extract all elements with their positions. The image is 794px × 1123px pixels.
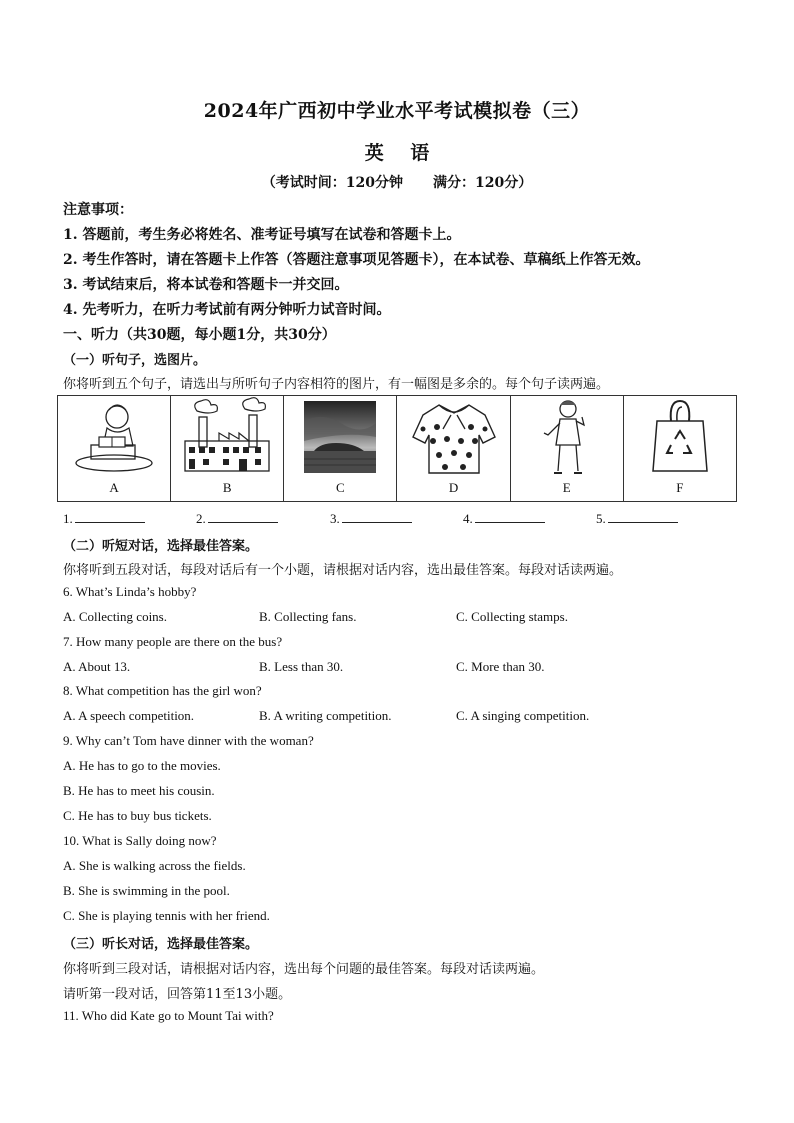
note-item-4: 4. 先考听力，在听力考试前有两分钟听力试音时间。 bbox=[63, 302, 391, 318]
blank-number: 4. bbox=[463, 511, 473, 526]
q6-option-a[interactable]: A. Collecting coins. bbox=[63, 609, 167, 624]
question-6: 6. What’s Linda’s hobby? bbox=[63, 584, 197, 599]
section1-heading: 一、听力（共30题，每小题1分，共30分） bbox=[63, 327, 336, 343]
q8-option-a[interactable]: A. A speech competition. bbox=[63, 708, 195, 723]
picture-label: E bbox=[562, 480, 571, 495]
picture-cell-e bbox=[510, 396, 623, 502]
picture-cell-d bbox=[397, 396, 510, 502]
blank-number: 2. bbox=[196, 511, 206, 526]
question-7: 7. How many people are there on the bus? bbox=[63, 634, 283, 649]
q7-option-c[interactable]: C. More than 30. bbox=[456, 659, 545, 674]
picture-cell-c bbox=[284, 396, 397, 502]
question-8: 8. What competition has the girl won? bbox=[63, 683, 262, 698]
picture-cell-b bbox=[171, 396, 284, 502]
question-11: 11. Who did Kate go to Mount Tai with? bbox=[63, 1008, 274, 1023]
answer-blank-5[interactable] bbox=[596, 510, 678, 527]
question-10: 10. What is Sally doing now? bbox=[63, 833, 217, 848]
picture-label: D bbox=[448, 480, 459, 495]
picture-table bbox=[57, 395, 737, 502]
child-reading-icon bbox=[58, 396, 170, 478]
part2-heading: （二）听短对话，选择最佳答案。 bbox=[63, 539, 259, 554]
q7-option-b[interactable]: B. Less than 30. bbox=[259, 659, 344, 674]
blank-number: 5. bbox=[596, 511, 606, 526]
q8-option-c[interactable]: C. A singing competition. bbox=[456, 708, 590, 723]
picture-cell-f bbox=[623, 396, 736, 502]
answer-blank-4[interactable] bbox=[463, 510, 545, 527]
q8-option-b[interactable]: B. A writing competition. bbox=[259, 708, 392, 723]
part1-heading: （一）听句子，选图片。 bbox=[63, 353, 207, 368]
q6-option-b[interactable]: B. Collecting fans. bbox=[259, 609, 357, 624]
answer-blank-2[interactable] bbox=[196, 510, 278, 527]
part3-instructions: 你将听到三段对话，请根据对话内容，选出每个问题的最佳答案。每段对话读两遍。 bbox=[63, 962, 545, 977]
exam-time: （考试时间：120分钟 bbox=[261, 175, 403, 191]
part3-sub-instructions: 请听第一段对话，回答第11至13小题。 bbox=[63, 987, 292, 1002]
subject-title: 英 语 bbox=[364, 142, 430, 164]
q10-option-a[interactable]: A. She is walking across the fields. bbox=[63, 858, 246, 873]
exam-score: 满分：120分） bbox=[433, 175, 533, 191]
recycle-bag-icon bbox=[624, 396, 736, 478]
q10-option-b[interactable]: B. She is swimming in the pool. bbox=[63, 883, 230, 898]
notes-heading: 注意事项： bbox=[63, 202, 133, 218]
picture-label: C bbox=[336, 480, 345, 495]
note-item-2: 2. 考生作答时，请在答题卡上作答（答题注意事项见答题卡），在本试卷、草稿纸上作答无效。 bbox=[63, 252, 650, 268]
picture-label: F bbox=[676, 480, 684, 495]
blank-number: 1. bbox=[63, 511, 73, 526]
note-item-3: 3. 考试结束后，将本试卷和答题卡一并交回。 bbox=[63, 277, 349, 293]
answer-blank-3[interactable] bbox=[330, 510, 412, 527]
q9-option-c[interactable]: C. He has to buy bus tickets. bbox=[63, 808, 212, 823]
picture-label: A bbox=[109, 480, 119, 495]
note-item-1: 1. 答题前，考生务必将姓名、准考证号填写在试卷和答题卡上。 bbox=[63, 227, 461, 243]
q6-option-c[interactable]: C. Collecting stamps. bbox=[456, 609, 568, 624]
q9-option-a[interactable]: A. He has to go to the movies. bbox=[63, 758, 221, 773]
q9-option-b[interactable]: B. He has to meet his cousin. bbox=[63, 783, 215, 798]
blouse-icon bbox=[397, 396, 509, 478]
factory-icon bbox=[171, 396, 283, 478]
q10-option-c[interactable]: C. She is playing tennis with her friend. bbox=[63, 908, 270, 923]
q7-option-a[interactable]: A. About 13. bbox=[63, 659, 131, 674]
exam-time-info bbox=[0, 172, 794, 192]
landscape-photo-icon bbox=[284, 396, 396, 478]
part1-instructions: 你将听到五个句子，请选出与所听句子内容相符的图片，有一幅图是多余的。每个句子读两遍。 bbox=[63, 377, 610, 392]
picture-label: B bbox=[222, 480, 232, 495]
picture-cell-a bbox=[58, 396, 171, 502]
boy-eating-icon bbox=[511, 396, 623, 478]
question-9: 9. Why can’t Tom have dinner with the woman? bbox=[63, 733, 314, 748]
answer-blank-1[interactable] bbox=[63, 510, 145, 527]
blank-number: 3. bbox=[330, 511, 340, 526]
part3-heading: （三）听长对话，选择最佳答案。 bbox=[63, 937, 259, 952]
part2-instructions: 你将听到五段对话，每段对话后有一个小题，请根据对话内容，选出最佳答案。每段对话读两遍。 bbox=[63, 563, 623, 578]
exam-title: 2024年广西初中学业水平考试模拟卷（三） bbox=[203, 100, 591, 122]
